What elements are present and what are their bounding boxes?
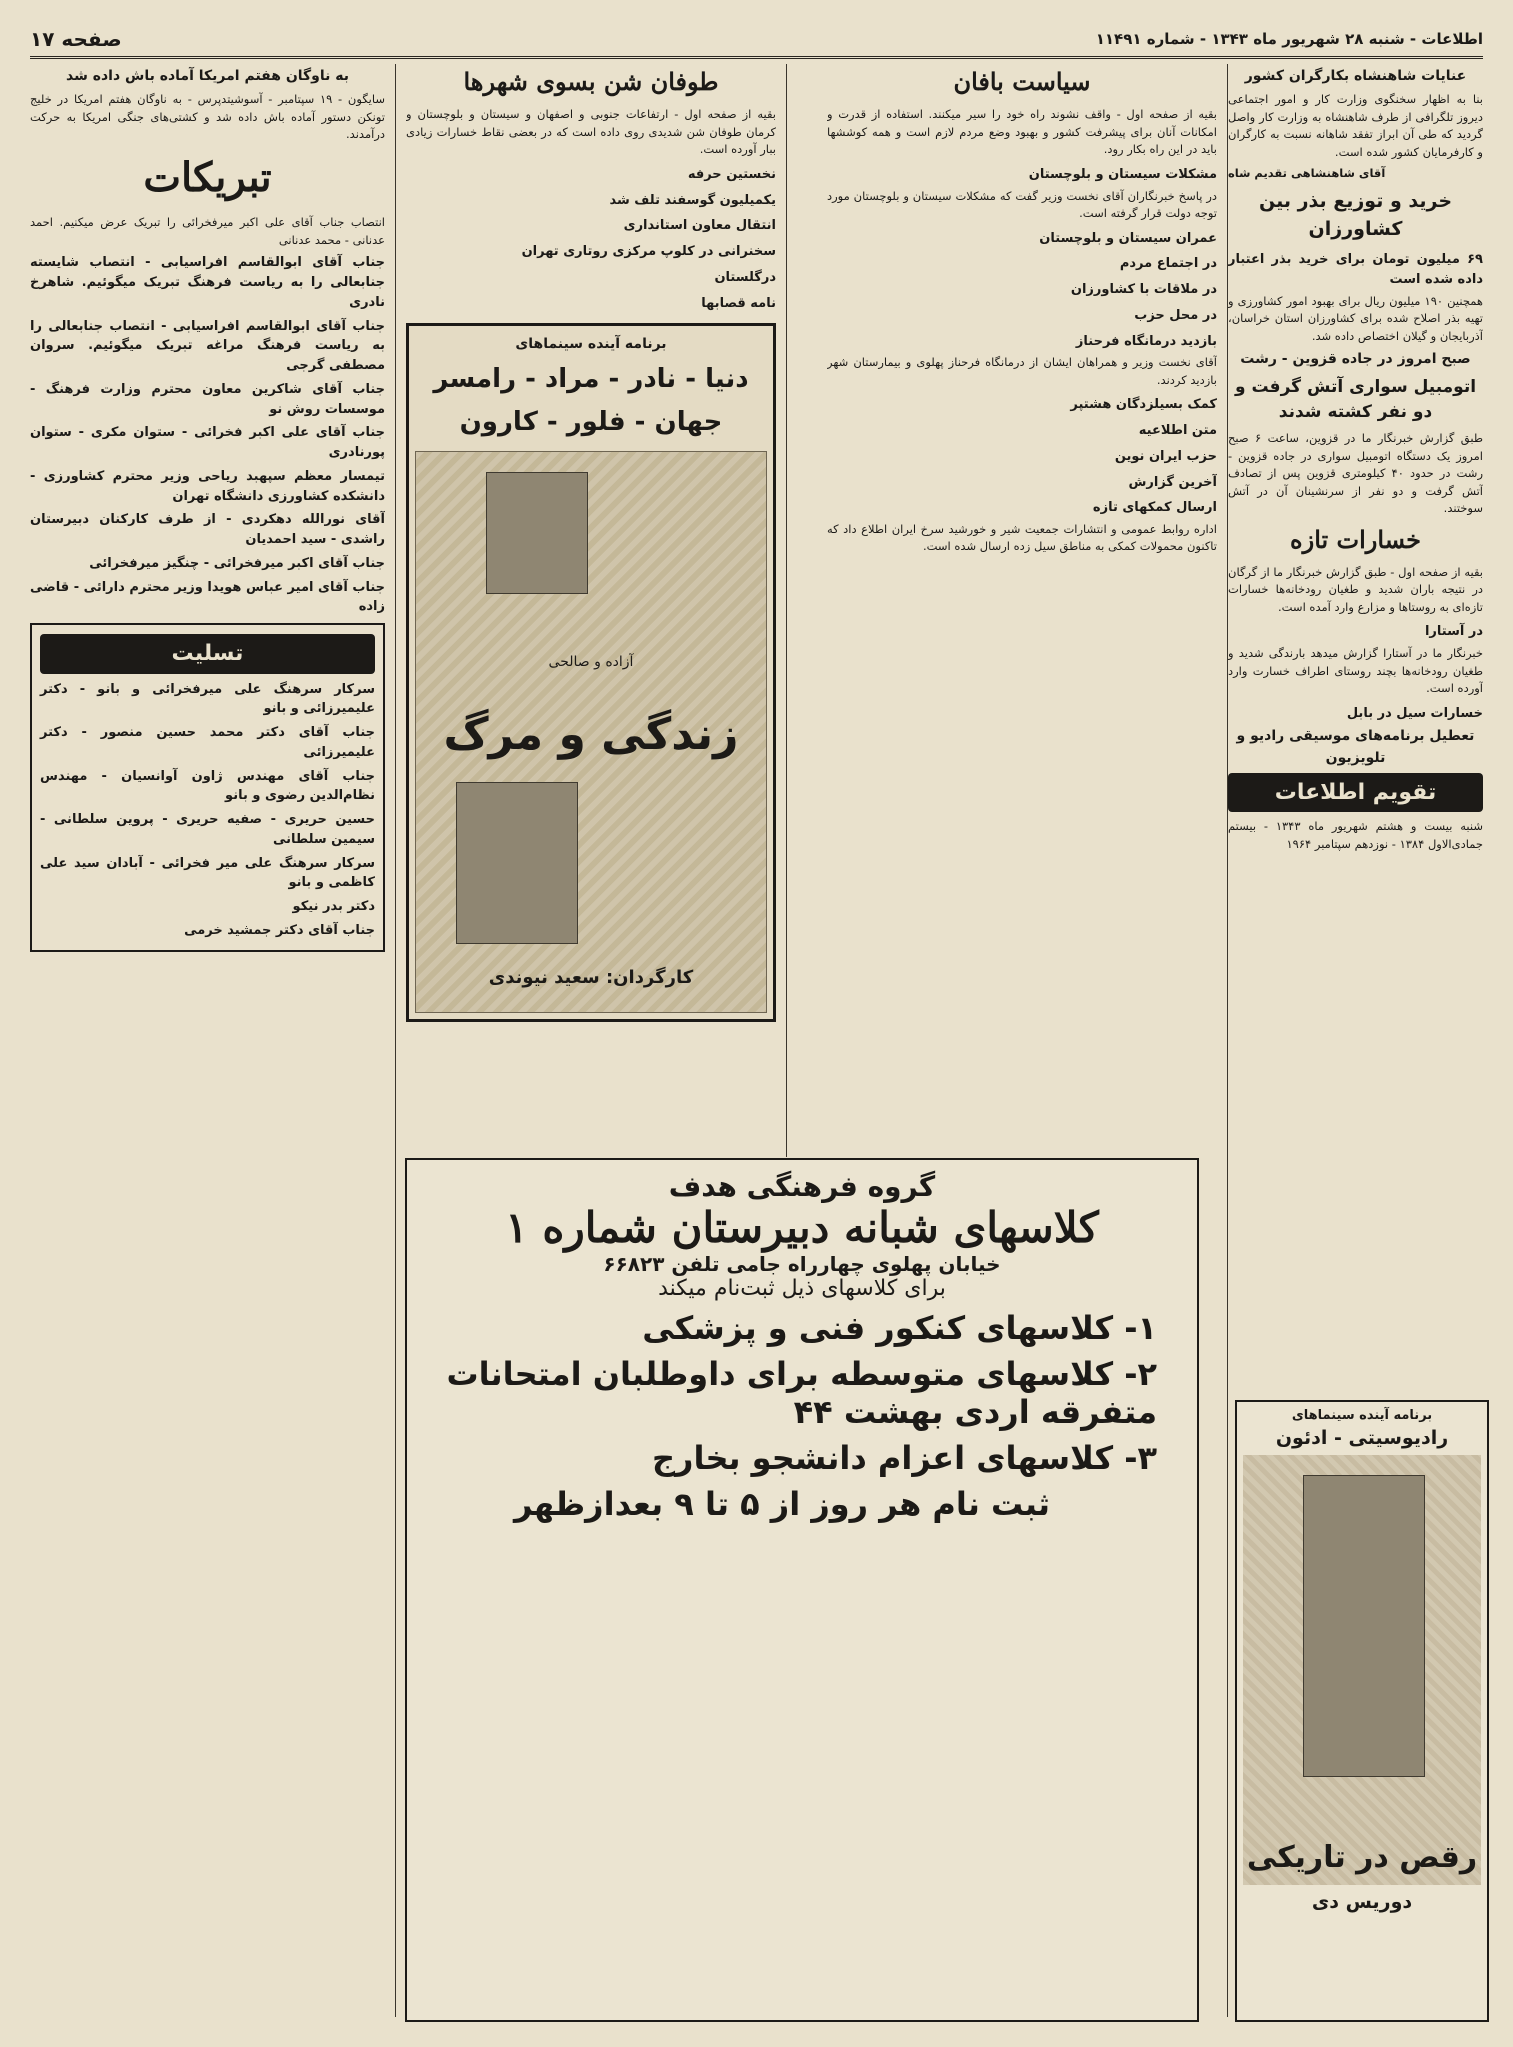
subheadline: حزب ایران نوین <box>1114 448 1217 464</box>
calendar-box-title: تقویم اطلاعات <box>1228 773 1483 812</box>
actor-photo <box>486 472 588 594</box>
notice: جناب آقای مهندس ژاون آوانسیان - مهندس نظام‌الدین رضوی و بانو <box>40 768 375 804</box>
cinema-heading: برنامه آینده سینماهای <box>1291 1408 1433 1423</box>
article-body: بقیه از صفحه اول - ارتفاعات جنوبی و اصفهان و سیستان و بلوچستان و کرمان طوفان شن شدیدی روی داده است که در بعضی نقاط خسارات زیادی ببار آورده است. <box>406 107 776 157</box>
headline: خرید و توزیع بذر بین کشاورزان <box>1258 189 1453 241</box>
film-stars: آزاده و صالحی <box>548 653 634 670</box>
subheadline: کمک بسیلزدگان هشتپر <box>1070 397 1217 413</box>
subheadline: یکمیلیون گوسفند تلف شد <box>609 192 776 208</box>
subheadline: عمران سیستان و بلوچستان <box>1039 230 1217 246</box>
headline: عنایات شاهنشاه بکارگران کشور <box>1244 68 1467 84</box>
notice: حسین حریری - صفیه حریری - پروین سلطانی - سیمین سلطانی <box>40 812 375 847</box>
film-director: کارگردان: سعید نیوندی <box>488 967 694 989</box>
signature: آقای شاهنشاهی تقدیم شاه <box>1228 166 1386 181</box>
notice: جناب آقای دکتر جمشید خرمی <box>184 922 375 938</box>
page-number: صفحه ۱۷ <box>30 27 122 51</box>
advert-item: ۲- کلاسهای متوسطه برای داوطلبان امتحانات متفرقه اردی بهشت ۴۴ <box>446 1355 1157 1431</box>
subheadline: نخستین حرفه <box>687 166 776 182</box>
notice: تیمسار معظم سپهبد ریاحی وزیر محترم کشاورزی - دانشکده کشاورزی دانشگاه تهران <box>30 468 385 504</box>
article-body: اداره روابط عمومی و انتشارات جمعیت شیر و خورشید سرخ ایران اطلاع داد که تاکنون محمولات کمکی به مناطق سیل زده ارسال شده است. <box>827 522 1217 554</box>
notice: انتصاب جناب آقای علی اکبر میرفخرائی را تبریک عرض میکنیم. احمد عدنانی - محمد عدنانی <box>30 215 385 247</box>
cinema-names: دنیا - نادر - مراد - رامسر <box>433 363 749 394</box>
notice: جناب آقای دکتر محمد حسین منصور - دکتر علیمیرزائی <box>40 725 375 760</box>
subheadline: در ملاقات با کشاورزان <box>1070 282 1217 298</box>
notice: جناب آقای امیر عباس هویدا وزیر محترم دارائی - قاضی زاده <box>30 579 385 615</box>
headline: طوفان شن بسوی شهرها <box>463 67 719 96</box>
notice: جناب آقای شاکرین معاون محترم وزارت فرهنگ - موسسات روش نو <box>30 381 385 417</box>
calendar-text: شنبه بیست و هشتم شهریور ماه ۱۳۴۳ - بیستم جمادی‌الاول ۱۳۸۴ - نوزدهم سپتامبر ۱۹۶۴ <box>1228 819 1483 851</box>
subheadline: در اجتماع مردم <box>1119 256 1217 272</box>
movie-poster <box>1243 1455 1481 1885</box>
issue-line: اطلاعات - شنبه ۲۸ شهریور ماه ۱۳۴۳ - شماره ۱۱۴۹۱ <box>1095 30 1483 48</box>
subheadline: متن اطلاعیه <box>1138 423 1217 438</box>
congrats-heading: تبریکات <box>143 153 272 201</box>
headline: سیاست بافان <box>953 67 1091 96</box>
subheadline: نامه قصابها <box>701 295 776 311</box>
subheadline: خسارات سیل در بابل <box>1346 705 1483 721</box>
advert-hours: ثبت نام هر روز از ۵ تا ۹ بعدازظهر <box>514 1485 1050 1523</box>
article-body: خبرنگار ما در آستارا گزارش میدهد بارندگی شدید و طغیان رودخانه‌ها بچند روستای اطراف خسارت وارد آورده است. <box>1228 646 1483 696</box>
subheadline: ۶۹ میلیون تومان برای خرید بذر اعتبار داده شده است <box>1228 252 1483 288</box>
article-body: آقای نخست وزیر و همراهان ایشان از درمانگاه فرحناز پهلوی و بیمارستان شهر بازدید کردند. <box>827 355 1217 387</box>
notice: جناب آقای اکبر میرفخرائی - چنگیز میرفخرائی <box>89 555 385 571</box>
column-divider <box>1227 64 1228 2017</box>
advert-address: خیابان پهلوی چهارراه جامی تلفن ۶۶۸۲۳ <box>603 1252 1001 1276</box>
subheadline: بازدید درمانگاه فرحناز <box>1075 333 1217 349</box>
film-title: زندگی و مرگ <box>443 708 739 760</box>
subheadline: ارسال کمکهای تازه <box>1092 500 1217 516</box>
notice: آقای نورالله دهکردی - از طرف کارکنان دبیرستان راشدی - سید احمدیان <box>30 512 385 548</box>
headline: اتومبیل سواری آتش گرفت و دو نفر کشته شدند <box>1234 376 1477 423</box>
cinema-heading: برنامه آینده سینماهای <box>515 336 667 353</box>
headline: خسارات تازه <box>1290 524 1421 554</box>
condolence-box <box>30 623 385 951</box>
column-3 <box>406 64 776 1157</box>
column-divider <box>395 64 396 2017</box>
advert-intro: برای کلاسهای ذیل ثبت‌نام میکند <box>658 1276 946 1301</box>
condolence-heading: تسلیت <box>40 634 375 673</box>
article-body: در پاسخ خبرنگاران آقای نخست وزیر گفت که مشکلات سیستان و بلوچستان مورد توجه دولت قرار گرفته است. <box>827 188 1217 221</box>
advert-org: گروه فرهنگی هدف <box>668 1170 936 1203</box>
masthead <box>30 22 1483 59</box>
notice: دکتر بدر نیکو <box>292 899 375 915</box>
cinema-advert <box>406 323 776 1021</box>
subheadline: آخرین گزارش <box>1128 474 1217 490</box>
subheadline: مشکلات سیستان و بلوچستان <box>1028 166 1217 182</box>
column-divider <box>786 64 787 1157</box>
actress-photo <box>1303 1475 1425 1777</box>
cinema-names: جهان - فلور - کارون <box>459 407 723 438</box>
subheadline: درگلستان <box>714 269 776 285</box>
notice: سرکار سرهنگ علی میر فخرائی - آبادان سید علی کاظمی و بانو <box>40 855 375 891</box>
article-body: بنا به اظهار سخنگوی وزارت کار و امور اجتماعی دیروز تلگرافی از طرف شاهنشاه به وزارت کار واصل گردید که طی آن ابراز تفقد شاهانه نسبت به کارگران و کارفرمایان کشور شده است. <box>1228 92 1483 159</box>
school-advert <box>405 1158 1199 2022</box>
subheadline: سخنرانی در کلوپ مرکزی روتاری تهران <box>521 244 776 260</box>
subheadline: در آستارا <box>1424 624 1483 640</box>
film-poster <box>415 451 767 1013</box>
subheadline: در محل حزب <box>1134 307 1217 323</box>
article-body: همچنین ۱۹۰ میلیون ریال برای بهبود امور کشاورزی و تهیه بذر اصلاح شده برای کشاورزان استان خراسان، آذربایجان و گیلان اختصاص داده شد. <box>1228 293 1483 343</box>
notice: جناب آقای علی اکبر فخرائی - ستوان مکری - ستوان پورنادری <box>30 425 385 461</box>
notice: سرکار سرهنگ علی میرفخرائی و بانو - دکتر علیمیرزائی و بانو <box>40 681 375 717</box>
column-4 <box>30 64 385 2017</box>
cinema-names: رادیوسیتی - ادئون <box>1275 1427 1449 1449</box>
notice: جناب آقای ابوالقاسم افراسیابی - انتصاب شایسته جنابعالی را به ریاست فرهنگ تبریک میگوئیم. شاهرخ نادری <box>30 255 385 310</box>
notice: جناب آقای ابوالقاسم افراسیابی - انتصاب جنابعالی را به ریاست فرهنگ مراغه تبریک میگوئیم. سروان مصطفی گرجی <box>30 318 385 374</box>
article-body: طبق گزارش خبرنگار ما در قزوین، ساعت ۶ صبح امروز یک دستگاه اتومبیل سواری در جاده قزوین - رشت در حدود ۴۰ کیلومتری قزوین پس از تصادف آتش گرفت و دو نفر از سرنشینان آن در آتش سوختند. <box>1228 431 1483 516</box>
advert-item: ۱- کلاسهای کنکور فنی و پزشکی <box>642 1309 1157 1347</box>
subheadline: انتقال معاون استانداری <box>623 218 776 234</box>
movie-advert <box>1235 1400 1489 2022</box>
headline: تعطیل برنامه‌های موسیقی رادیو و تلویزیون <box>1236 728 1475 766</box>
article-body: بقیه از صفحه اول - طبق گزارش خبرنگار ما از گرگان در نتیجه باران شدید و طغیان رودخانه‌ها خسارات تازه‌ای به روستاها و مزارع وارد آمده است. <box>1228 565 1483 614</box>
article-body: سایگون - ۱۹ سپتامبر - آسوشیتدپرس - به ناوگان هفتم امریکا در خلیج تونکن دستور آماده باش داده شد و کشتی‌های جنگی امریکا به حرکت درآمدند. <box>30 92 385 142</box>
headline: صبح امروز در جاده قزوین - رشت <box>1240 351 1471 368</box>
movie-star: دوریس دی <box>1311 1891 1413 1913</box>
article-body: بقیه از صفحه اول - واقف نشوند راه خود را سیر میکنند. استفاده از قدرت و امکانات آنان برای پیشرفت کشور و بهبود وضع مردم لازم است و همه کوششها باید در این راه بکار رود. <box>827 107 1217 157</box>
column-2 <box>827 64 1217 1157</box>
movie-title: رقص در تاریکی <box>1246 1840 1478 1875</box>
scene-photo <box>456 782 578 944</box>
advert-item: ۳- کلاسهای اعزام دانشجو بخارج <box>651 1439 1157 1477</box>
headline: به ناوگان هفتم امریکا آماده باش داده شد <box>65 68 350 84</box>
advert-title: کلاسهای شبانه دبیرستان شماره ۱ <box>505 1203 1099 1252</box>
